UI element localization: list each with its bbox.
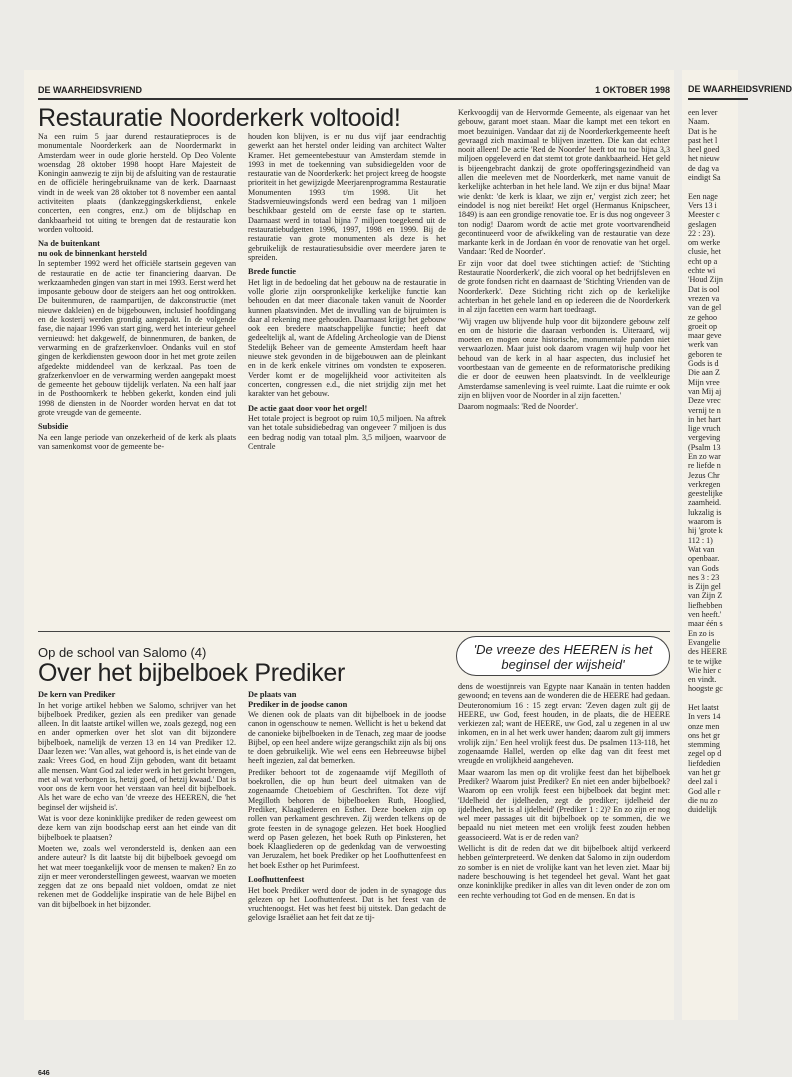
article1-paragraph: Na een lange periode van onzekerheid of de kerk als plaats van samenkomst voor de gemeente be- — [38, 432, 236, 452]
right-page-line: het nieuw — [688, 154, 720, 164]
right-page-line: liefdedien — [688, 758, 721, 768]
right-page — [682, 70, 792, 1020]
right-page-line: van het gr — [688, 768, 721, 778]
left-page — [24, 70, 674, 1077]
right-page-line: vergeving — [688, 433, 721, 443]
right-page-line: Vers 13 i — [688, 200, 717, 210]
right-page-line: eindigt Sa — [688, 173, 721, 183]
right-page-line: Meester c — [688, 210, 720, 220]
right-page-line: past het l — [688, 135, 718, 145]
article1-paragraph: Er zijn voor dat doel twee stichtingen actief: de 'Stichting Restauratie Noorderkerk', die zich vooral op het bedrijfsleven en de grote fondsen richt en daarnaast de 'Stichting Vrienden van de Noorderkerk'. Deze Stichting richt zich op de kerkelijke achterban in het gehele land en op iedereen die de Noorderkerk in al zijn facetten een warm hart toedraagt. — [458, 258, 670, 315]
right-page-line: van Zijn Z — [688, 591, 723, 601]
issue-date: 1 OKTOBER 1998 — [595, 85, 670, 95]
right-page-line: hij 'grote k — [688, 526, 723, 536]
right-page-line: heel goed — [688, 145, 720, 155]
right-page-line: om werke — [688, 238, 721, 248]
right-page-line: Naam. — [688, 117, 710, 127]
right-page-line: In vers 14 — [688, 712, 721, 722]
right-page-line: Het laatst — [688, 703, 719, 712]
pull-quote: 'De vreeze des HEEREN is het beginsel der wijsheid' — [456, 636, 670, 676]
article1-intro: Na een ruim 5 jaar durend restauratieproces is de monumentale Noorderkerk aan de Noordermarkt in Amsterdam weer in oude glorie hersteld. Op Deo Volente woensdag 28 oktober 1998 hoopt Hare Majesteit de Koningin aanwezig te zijn bij de afsluiting van de restauratie en de officiële heringebruikname van de kerk. Daarnaast vindt in de week van 28 oktober tot 8 november een aantal activiteiten plaats (dankzeggingskerkdienst, enkele concerten, een congres, enz.) om de blijdschap en dankbaarheid tot uiting te brengen dat de restauratie kon worden voltooid. — [38, 132, 236, 234]
right-page-line: En zo war — [688, 451, 721, 461]
article1-subhead: Subsidie — [38, 422, 69, 432]
article1-paragraph: 'Wij vragen uw blijvende hulp voor dit bijzondere gebouw zelf en om de historie die daaraan verbonden is. Uiteraard, wij moeten en mogen onze historische, monumentale panden niet verwaarlozen. Maar juist ook daarom vragen wij hulp voor het behoud van de kerk in al haar aspecten, dus inclusief het voortbestaan van de gemeente en de reformatorische prediking die er door de eeuwen heen plaatsvindt. In de veelkleurige Amsterdamse samenleving is veel ruimte. Laat die ruimte er ook zijn en blijven voor de Noorder in al zijn facetten.' — [458, 316, 670, 400]
right-page-line: 22 : 23). — [688, 228, 716, 238]
right-page-line: groeit op — [688, 321, 717, 331]
article2-column-3 — [458, 682, 670, 1065]
right-page-line — [688, 182, 748, 191]
article2-paragraph: In het vorige artikel hebben we Salomo, schrijver van het bijbelboek Prediker, gezien als een prediker van genade alleen. In dit laatste artikel willen we, zoals gezegd, nog een en ander opmerken over het slot van dit bijzondere bijbelboek, namelijk de verzen 13 en 14 van Prediker 12. Daar lezen we: 'Van alles, wat gehoord is, is het einde van de zaak: Vrees God, en houd Zijn geboden, want dit betaamt alle mensen. Want God zal ieder werk in het gericht brengen, met al wat verborgen is, hetzij goed, of hetzij kwaad.' Dat is voor ons de kern voor het verstaan van heel dit bijbelboek. Als het ware de echo van 'de vreeze des HEEREN, die 'het beginsel der wijsheid is'. — [38, 700, 236, 812]
right-page-line: lige vruch — [688, 424, 721, 434]
section-divider — [38, 631, 670, 632]
right-page-line: waarom is — [688, 517, 722, 527]
article1-column-2 — [248, 132, 446, 627]
right-page-line: en vindt. — [688, 675, 717, 685]
article2-title: Over het bijbelboek Prediker — [38, 659, 346, 687]
right-page-line — [688, 694, 748, 703]
right-page-line: de dag va — [688, 163, 720, 173]
right-page-line: Gods is d — [688, 359, 719, 369]
article1-column-1 — [38, 132, 236, 627]
right-page-line: Die aan Z — [688, 368, 720, 378]
right-page-line: maar geve — [688, 331, 722, 341]
right-page-line: geslagen — [688, 219, 717, 229]
right-page-line: vernij te n — [688, 405, 721, 415]
article2-paragraph: dens de woestijnreis van Egypte naar Kanaän in tenten hadden gewoond; en tevens aan de wonderen die de HEERE had gedaan. Deuteronomium 16 : 15 zegt ervan: 'Zeven dagen zult gij de HEERE, uw God, feest houden, in de plaats, die de HEERE verkiezen zal; want de HEERE, uw God, zal u zegenen in al uw inkomen, en in al het werk uwer handen; daarom zult gij immers vrolijk zijn.' Een heel vrolijk feest dus. De psalmen 113-118, het zogenaamde Hallel, werden op elke dag van dit feest met vreugde en vrolijkheid aangeheven. — [458, 682, 670, 766]
right-page-line: deel zal i — [688, 777, 718, 787]
right-page-line: vrezen va — [688, 293, 720, 303]
article2-paragraph: Prediker behoort tot de zogenaamde vijf Megilloth of boekrollen, die op hun beurt deel uitmaken van de zogenaamde Chetoebiem of Geschriften. Tot deze vijf Megilloth behoren de bijbelboeken Ruth, Hooglied, Prediker, Klaagliederen en Esther. Deze boeken zijn op rollen van perkament geschreven. Zij werden telkens op de grote feesten in de synagoge gelezen. Het boek Hooglied werd op Pasen gelezen, het boek Ruth op Pinksteren, het boek Klaagliederen op de gedenkdag van de verwoesting van Jeruzalem, het boek Prediker op het Loofhuttenfeest en het boek Esther op het Purimfeest. — [248, 767, 446, 870]
article1-title: Restauratie Noorderkerk voltooid! — [38, 104, 401, 132]
right-page-line: nes 3 : 23 — [688, 572, 720, 582]
right-page-line: re liefde n — [688, 461, 721, 471]
article2-subhead: Loofhuttenfeest — [248, 875, 305, 885]
right-page-line: Een nage — [688, 191, 718, 201]
right-page-line: van Gods — [688, 563, 719, 573]
right-page-line: ons het gr — [688, 730, 720, 740]
right-page-line: die nu zo — [688, 795, 718, 805]
right-page-line: hoogste gc — [688, 684, 723, 694]
right-page-line: Dat is he — [688, 126, 717, 136]
right-page-line: En zo is — [688, 628, 715, 638]
publication-name: DE WAARHEIDSVRIEND — [38, 85, 143, 95]
article1-subhead: Brede functie — [248, 267, 296, 277]
article1-paragraph: Daarom nogmaals: 'Red de Noorder'. — [458, 402, 579, 412]
right-page-line: van Mij aj — [688, 386, 722, 396]
right-page-line: werk van — [688, 340, 718, 350]
article1-column-3 — [458, 108, 670, 627]
article2-column-2 — [248, 690, 446, 1065]
right-page-line: echte wi — [688, 266, 716, 276]
right-page-line: in het hart — [688, 414, 721, 424]
right-page-line: een lever — [688, 108, 718, 117]
right-page-column — [688, 108, 748, 815]
page-number: 646 — [38, 1070, 50, 1077]
article2-subhead: De kern van Prediker — [38, 690, 116, 699]
article1-paragraph: Kerkvoogdij van de Hervormde Gemeente, als eigenaar van het gebouw, garant moet staan. Maar die kampt met een tekort en moet bezuinigen. Vandaar dat zij de Noorderkerkgemeente heeft gevraagd zich maximaal te blijven inzetten. Die kan dat echter nooit alleen! De actie 'Red de Noorder' heeft tot nu toe bijna 3,3 miljoen opgeleverd en dat stemt tot grote dankbaarheid. Het geld is bijeengebracht dankzij de grote opofferingsgezindheid van allen die meeleven met de Noorderkerk, met name vanuit de kerkelijke achterban in het hele land. We zijn er dus bijna! Maar wie denkt: 'de kerk is klaar, we zijn er,' vergist zich zeer; het eindodel is nog niet bereikt! Het orgel (Hermanus Knipscheer, 1849) is aan een grondige renovatie toe. Er is dus nog ongeveer 3 ton nodig! Daarom wordt de actie met grote voortvarendheid gecontinueerd voor de afwikkeling van de restauratie van deze markante kerk in de Jordaan én voor de renovatie van het orgel. Vandaar: 'Red de Noorder'. — [458, 108, 670, 257]
article2-subhead: De plaats van Prediker in de joodse canon — [248, 690, 348, 709]
right-page-line: zaamheid. — [688, 498, 722, 508]
right-page-line: verkregen — [688, 479, 721, 489]
article2-paragraph: Wat is voor deze koninklijke prediker de reden geweest om deze kern van zijn boodschap eerst aan het einde van dit bijbelboek te plaatsen? — [38, 814, 236, 842]
right-page-line: Wat van — [688, 544, 715, 554]
article1-paragraph: Het ligt in de bedoeling dat het gebouw na de restauratie in volle glorie zijn oorspronkelijke kerkelijke functie kan behouden en dat meer diaconale taken vanuit de Noorder kunnen plaatsvinden. Met de invulling van de bijruimten is daar al rekening mee gehouden. Daarnaast krijgt het gebouw ook een bredere maatschappelijke functie; heeft dat gedeeltelijk al, want de Afdeling Archeologie van de Dienst Stedelijk Beheer van de gemeente Amsterdam heeft haar nieuwe stek gevonden in de bijgebouwen aan de pleinkant en in de kerk enkele vitrines om vondsten te exposeren. Verder komt er de mogelijkheid voor activiteiten als concerten, congressen e.d., die niet strijdig zijn met het karakter van het gebouw. — [248, 277, 446, 399]
right-page-line: te te wijke — [688, 656, 722, 666]
right-page-line: Wie hier c — [688, 665, 722, 675]
right-page-line: stemming — [688, 740, 720, 750]
article1-subhead: De actie gaat door voor het orgel! — [248, 403, 368, 413]
right-page-line: Deze vrec — [688, 396, 721, 406]
right-page-line: Jezus Chr — [688, 470, 720, 480]
right-page-line: openbaar. — [688, 554, 720, 564]
right-page-line: des HEERE — [688, 647, 727, 657]
right-page-line: (Psalm 13 — [688, 442, 721, 452]
article2-kicker: Op de school van Salomo (4) — [38, 645, 207, 660]
article2-paragraph: Wellicht is dit de reden dat we dit bijbelboek altijd verkeerd hebben geïnterpreteerd. We denken dat Salomo in zijn ouderdom zo somber is en niet de vrolijke kant van het leven ziet. Maar bij nadere beschouwing is het tegendeel het geval. Want het gaat onze koninklijke prediker in alles van dit leven onder de zon om een rechte verhouding tot God en de mensen. En dat is — [458, 844, 670, 900]
right-page-line: Dat is ool — [688, 284, 720, 294]
right-page-line: clusie, het — [688, 247, 721, 257]
running-header — [38, 84, 670, 100]
right-page-line: ze gehoo — [688, 312, 717, 322]
right-page-line: duidelijk — [688, 805, 717, 815]
article1-paragraph: In september 1992 werd het officiële startsein gegeven van de restauratie en de actie ter financiering daarvan. De werkzaamheden gingen van start in mei 1993. Eerst werd het imposante gebouw door de steigers aan het oog onttrokken. De buitenmuren, de raampartijen, de dakconstructie (met nieuwe dakleien) en de bijgebouwen, inclusief hoofdingang en de kosterij werden grondig aangepakt. In de volgende fase, die najaar 1996 van start ging, werd het interieur geheel vernieuwd: het dakgewelf, de binnenmuren, de banken, de verwarming en de grafzerkenvloer. Ondanks vuil en stof gingen de kerkdiensten gewoon door in het met grote zeilen afgedekte middendeel van de kerkzaal. Pas toen de grafzerkenvloer en de verwarming werden aangepakt moest de gemeente het gebouw tijdelijk verlaten. Na een half jaar in de Posthoornkerk te hebben gekerkt, konden eind juli 1998 de diensten in de Noorder worden hervat en dat tot grote vreugde van de gemeente. — [38, 259, 236, 418]
right-page-line: geestelijke — [688, 489, 723, 499]
right-page-line: ven heeft.' — [688, 610, 722, 620]
right-page-line: echt op a — [688, 256, 718, 266]
right-page-line: zegel op d — [688, 749, 722, 759]
right-page-line: 'Houd Zijn — [688, 275, 723, 285]
right-page-line: van de gel — [688, 303, 722, 313]
right-page-line: maar één s — [688, 619, 723, 629]
right-page-line: Evangelie — [688, 637, 721, 647]
right-page-line: 112 : 1) — [688, 535, 713, 545]
article1-paragraph: houden kon blijven, is er nu dus vijf jaar eendrachtig gewerkt aan het herstel onder leiding van architect Walter Kramer. Het gemeentebestuur van Amsterdam stemde in 1993 in met de toekenning van subsidiegelden voor de restauratie van de Noorderkerk: het project kreeg de hoogste prioriteit in het gewijzigde Meerjarenprogramma Restauratie Monumenten 1993 t/m 1998. Uit het Stadsvernieuwingsfonds werd een bedrag van 1 miljoen beschikbaar gesteld om de eerste fase op te starten. Daarnaast werd in totaal bijna 7 miljoen toegekend uit de restauratiebudgetten 1996, 1997, 1998 en 1999. Bij de restauratie van grote monumenten als deze is het gebruikelijk de restauratiesubsidie over meerdere jaren te spreiden. — [248, 132, 446, 262]
article2-paragraph: Het boek Prediker werd door de joden in de synagoge dus gelezen op het Loofhuttenfeest. Dat is het feest van de vruchtenoogst. Het was het feest bij uitstek. Dan gedacht de gelovige Israëliet aan het feit dat ze tij- — [248, 885, 446, 923]
right-page-line: is Zijn gel — [688, 582, 721, 592]
article2-paragraph: We dienen ook de plaats van dit bijbelboek in de joodse canon in ogenschouw te nemen. Wellicht is het u bekend dat de canonieke bijbelboeken in de Tenach, zeg maar de joodse Bijbel, op een heel andere wijze gerangschikt zijn als bij ons te doen gebruikelijk. Wie wel eens een Hebreeuwse bijbel heeft ingezien, zal dat bemerken. — [248, 710, 446, 766]
right-page-line: liefhebben — [688, 600, 723, 610]
article2-column-1 — [38, 690, 236, 1065]
right-page-line: onze men — [688, 721, 720, 731]
article1-subhead: Na de buitenkant nu ook de binnenkant hersteld — [38, 239, 147, 258]
right-page-line: Mijn vree — [688, 377, 720, 387]
right-running-header: DE WAARHEIDSVRIEND — [688, 84, 748, 100]
article2-paragraph: Maar waarom las men op dit vrolijke feest dan het bijbelboek Prediker? Waarom juist Prediker? En niet een ander bijbelboek? Waarom op een vrolijk feest een bijbelboek dat begint met: 'IJdelheid der ijdelheden, zegt de prediker; ijdelheid der ijdelheden, het is al ijdelheid' (Prediker 1 : 2)? En zo zijn er nog wel meer passages uit dit bijbelboek op te sommen, die we bepaald nu niet meteen met een vrolijk feest zouden hebben geassocieerd. Wat is er de reden van? — [458, 767, 670, 842]
article1-paragraph: Het totale project is begroot op ruim 10,5 miljoen. Na aftrek van het totale subsidiebedrag van ongeveer 7 miljoen is dus een bedrag nodig van totaal plm. 3,5 miljoen, waarvoor de Centrale — [248, 414, 446, 451]
article2-paragraph: Moeten we, zoals wel verondersteld is, denken aan een andere auteur? Is dit laatste bij dit bijbelboek gevoegd om het wat meer toegankelijk voor de mensen te maken? En zo zijn er meer veronderstellingen geweest, waarvan we moeten zeggen dat ze ons bepaald niet voldoen, omdat ze niet rekenen met de Goddelijke inspiratie van de hele Bijbel en van dit bijbelboek in het bijzonder. — [38, 843, 236, 909]
right-page-line: geboren te — [688, 349, 722, 359]
right-page-line: God alle r — [688, 786, 721, 796]
right-page-line: lukzalig is — [688, 507, 722, 517]
